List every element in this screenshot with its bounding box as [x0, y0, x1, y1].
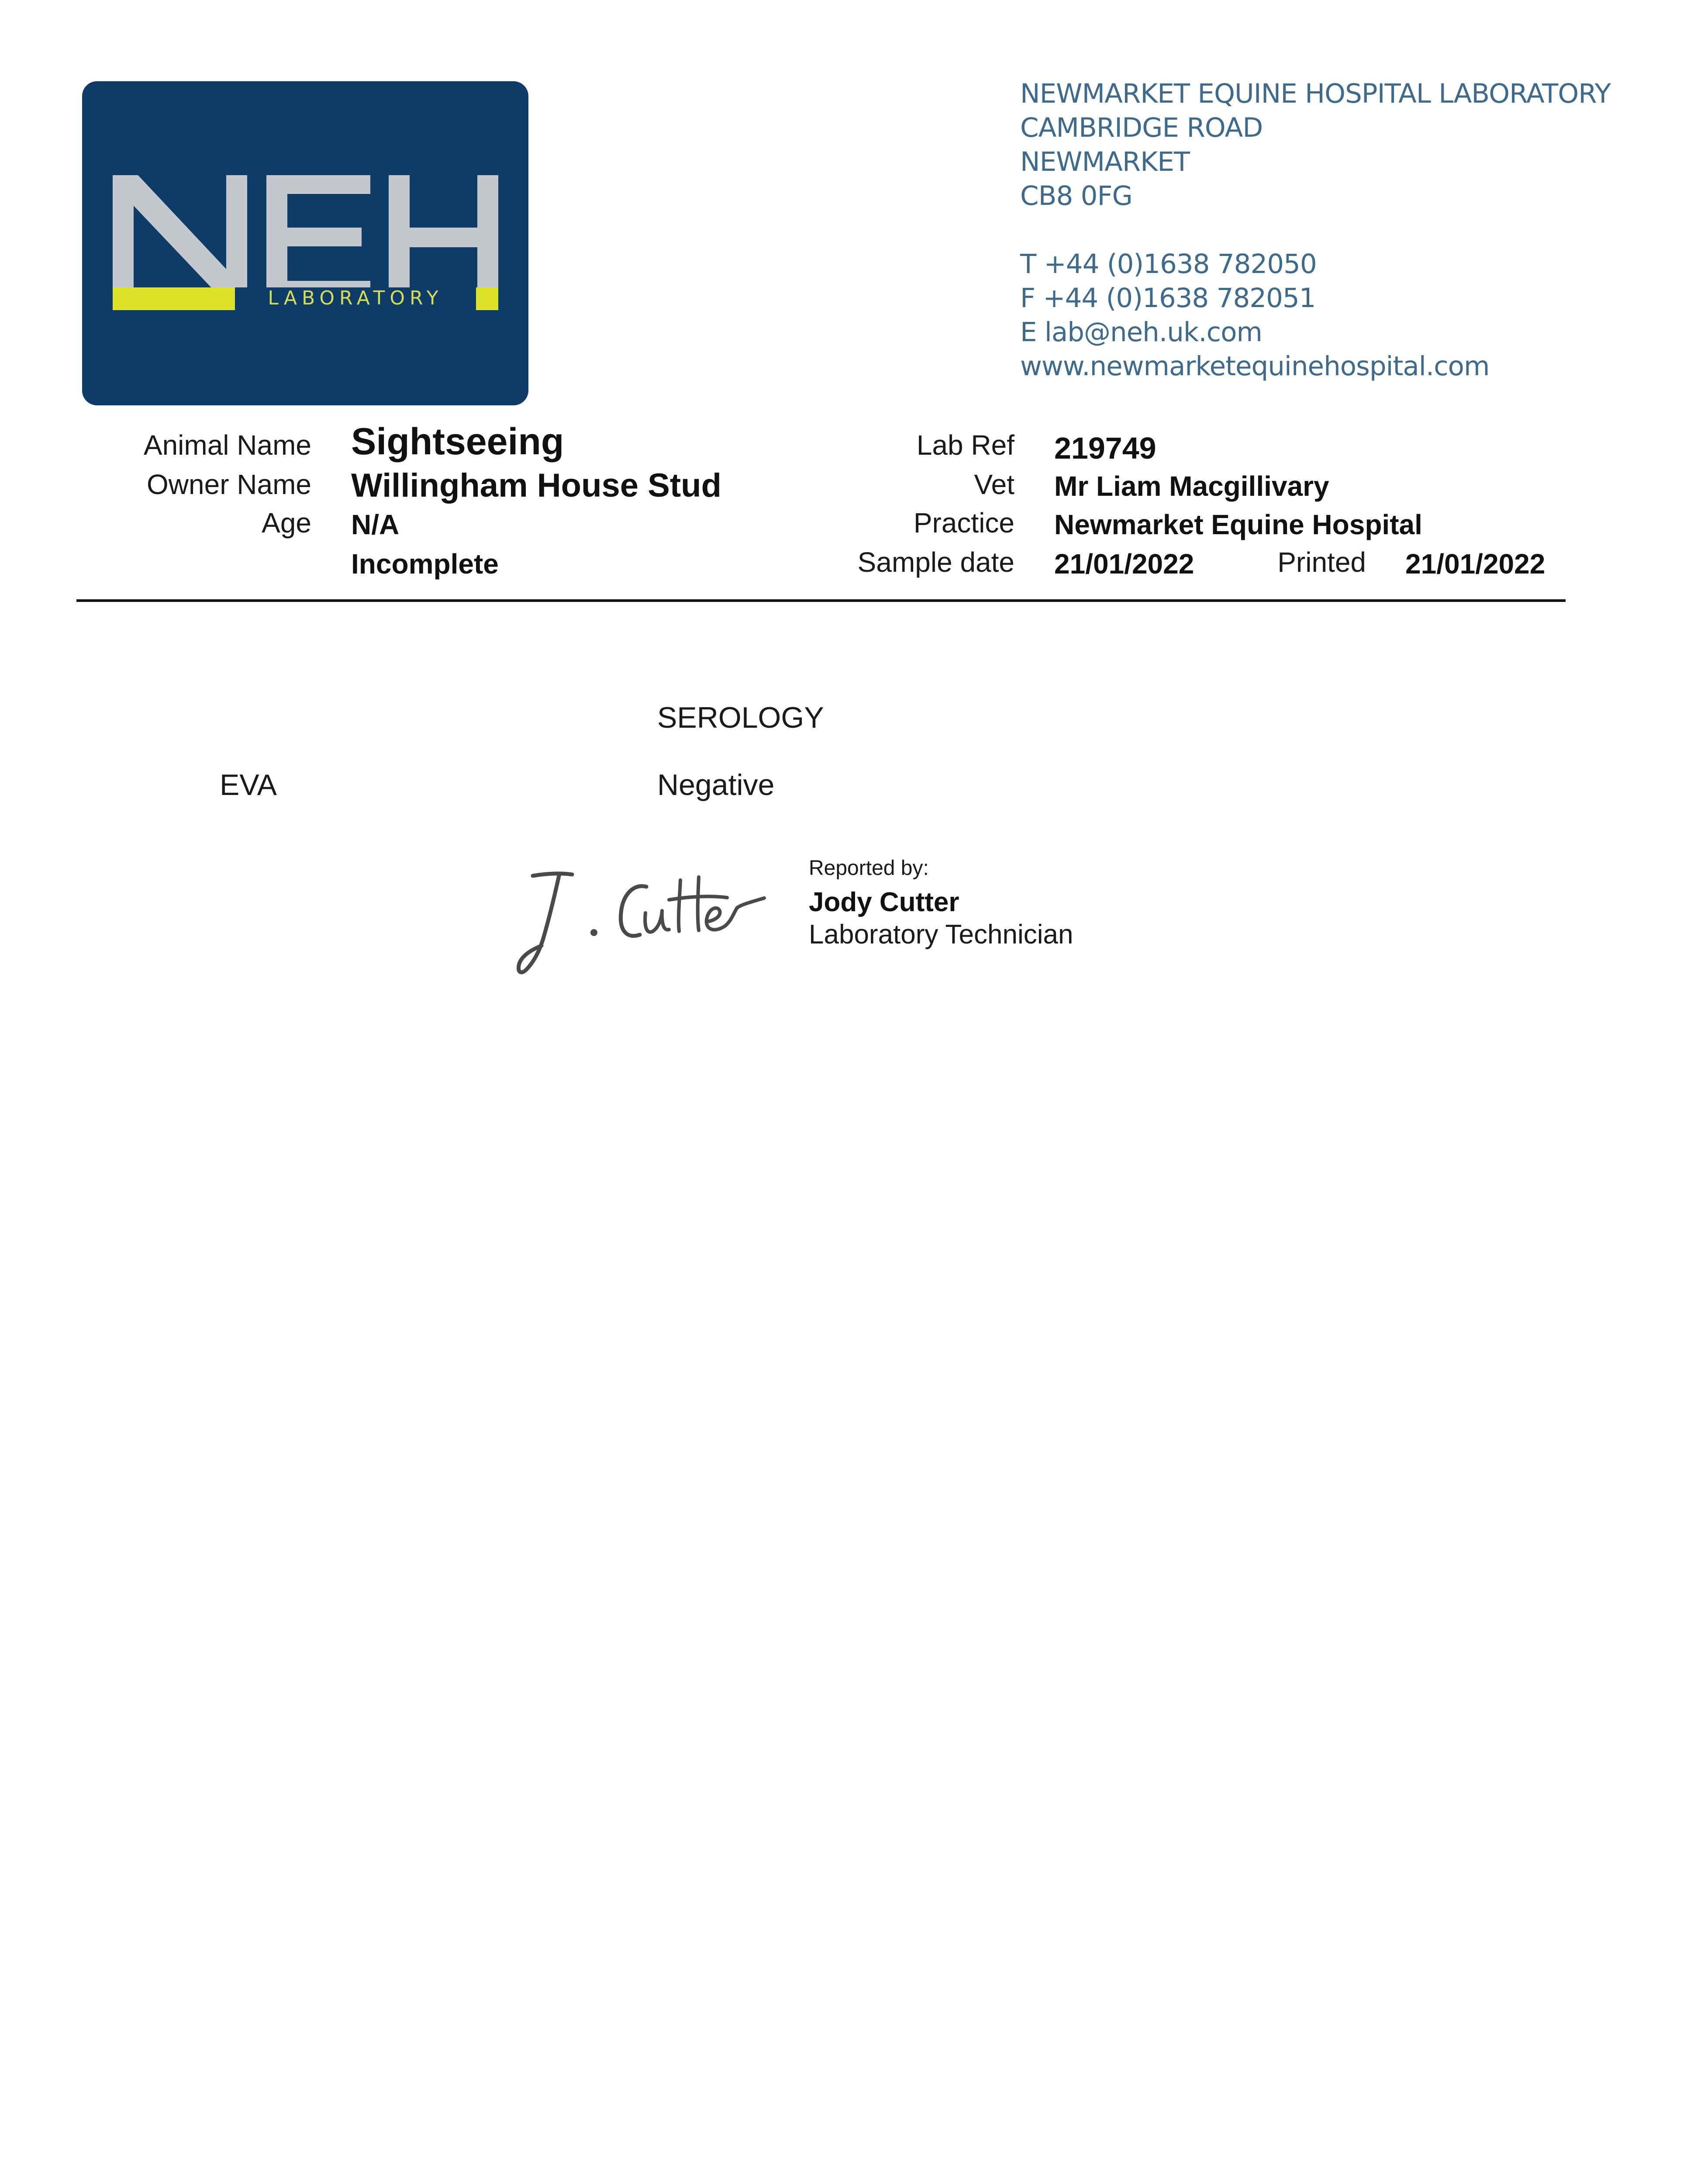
logo-bar-right [476, 287, 498, 310]
sample-date-label: Sample date [857, 546, 1014, 578]
report-status: Incomplete [351, 548, 499, 580]
reported-by-label: Reported by: [809, 857, 929, 880]
printed-date-value: 21/01/2022 [1405, 548, 1546, 580]
animal-name-label: Animal Name [143, 429, 311, 461]
address-line-4: CB8 0FG [1020, 180, 1132, 211]
handwritten-signature [507, 856, 777, 983]
age-value: N/A [351, 509, 400, 540]
contact-email: E lab@neh.uk.com [1020, 317, 1262, 348]
logo-subtitle: LABORATORY [268, 287, 443, 309]
logo-letter-e [266, 175, 370, 300]
printed-label: Printed [1277, 546, 1366, 578]
vet-label: Vet [974, 469, 1014, 500]
address-line-1: NEWMARKET EQUINE HOSPITAL LABORATORY [1020, 78, 1611, 109]
test-name-eva: EVA [220, 768, 277, 802]
practice-value: Newmarket Equine Hospital [1054, 509, 1422, 540]
logo-bar-left [113, 287, 235, 310]
contact-telephone: T +44 (0)1638 782050 [1020, 249, 1317, 280]
address-line-2: CAMBRIDGE ROAD [1020, 112, 1263, 143]
vet-value: Mr Liam Macgillivary [1054, 470, 1329, 502]
animal-name-value: Sightseeing [351, 421, 564, 463]
contact-fax: F +44 (0)1638 782051 [1020, 283, 1316, 314]
header-divider [76, 599, 1566, 602]
test-result-eva: Negative [657, 768, 775, 802]
lab-address-block [1020, 77, 1666, 384]
sample-date-value: 21/01/2022 [1054, 548, 1194, 580]
lab-ref-value: 219749 [1054, 431, 1156, 465]
contact-website: www.newmarketequinehospital.com [1020, 351, 1490, 382]
address-line-3: NEWMARKET [1020, 146, 1190, 177]
reporter-role: Laboratory Technician [809, 919, 1073, 950]
section-title-serology: SEROLOGY [657, 701, 824, 734]
lab-ref-label: Lab Ref [916, 429, 1014, 461]
owner-name-value: Willingham House Stud [351, 467, 721, 504]
owner-name-label: Owner Name [147, 469, 311, 500]
reporter-name: Jody Cutter [809, 887, 959, 917]
practice-label: Practice [913, 507, 1014, 539]
age-label: Age [262, 507, 311, 539]
neh-laboratory-logo [82, 81, 528, 405]
